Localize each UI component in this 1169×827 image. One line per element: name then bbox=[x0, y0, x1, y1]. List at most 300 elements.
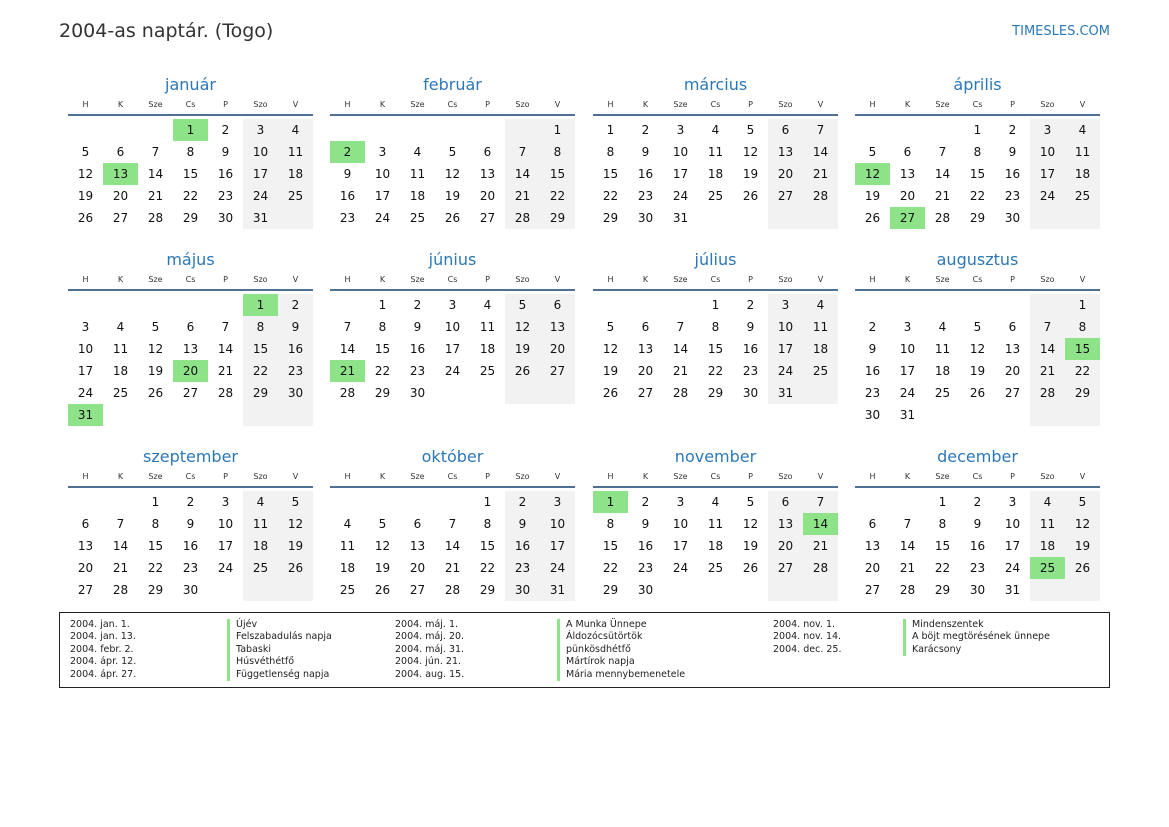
weekday-label: H bbox=[344, 100, 351, 109]
day-cell: 1 bbox=[1065, 294, 1100, 316]
empty-day-cell bbox=[733, 579, 768, 601]
day-cell: 21 bbox=[444, 561, 461, 575]
day-cell: 4 bbox=[343, 517, 352, 531]
day-cell: 28 bbox=[147, 211, 164, 225]
day-cell: 22 bbox=[707, 364, 724, 378]
day-cell: 24 bbox=[672, 561, 689, 575]
empty-day-cell bbox=[103, 294, 138, 316]
day-cell: 2 bbox=[641, 123, 650, 137]
day-cell: 27 bbox=[637, 386, 654, 400]
day-cell: 11 bbox=[243, 513, 278, 535]
day-cell: 30 bbox=[742, 386, 759, 400]
weekday-label: P bbox=[223, 275, 228, 284]
day-cell: 20 bbox=[112, 189, 129, 203]
month-name: december bbox=[937, 447, 1018, 466]
weekday-label: K bbox=[642, 100, 649, 109]
day-cell: 21 bbox=[899, 561, 916, 575]
day-cell: 9 bbox=[973, 517, 982, 531]
weekday-label: P bbox=[1010, 472, 1015, 481]
day-cell: 18 bbox=[243, 535, 278, 557]
weekday-label: H bbox=[82, 100, 89, 109]
day-cell: 23 bbox=[1004, 189, 1021, 203]
day-cell: 16 bbox=[637, 167, 654, 181]
empty-day-cell bbox=[103, 404, 138, 426]
day-cell: 23 bbox=[742, 364, 759, 378]
day-cell: 11 bbox=[409, 167, 426, 181]
holiday-day-cell: 27 bbox=[890, 207, 925, 229]
month-december bbox=[855, 446, 1100, 601]
day-cell: 29 bbox=[1065, 382, 1100, 404]
empty-day-cell bbox=[995, 294, 1030, 316]
brand-link[interactable]: TIMESLES.COM bbox=[1012, 24, 1110, 39]
holiday-date: 2004. máj. 31. bbox=[395, 643, 465, 655]
holiday-date: 2004. máj. 20. bbox=[395, 631, 465, 643]
empty-day-cell bbox=[803, 207, 838, 229]
holiday-name: A Munka Ünnepe bbox=[557, 619, 647, 631]
day-cell: 7 bbox=[938, 145, 947, 159]
day-cell: 26 bbox=[864, 211, 881, 225]
weekday-label: V bbox=[554, 100, 561, 109]
day-cell: 25 bbox=[1065, 185, 1100, 207]
day-grid bbox=[68, 491, 313, 601]
day-cell: 3 bbox=[676, 123, 685, 137]
weekday-label: P bbox=[1010, 100, 1015, 109]
day-cell: 21 bbox=[112, 561, 129, 575]
day-cell: 21 bbox=[147, 189, 164, 203]
day-cell: 11 bbox=[934, 342, 951, 356]
holiday-day-cell: 15 bbox=[1065, 338, 1100, 360]
empty-day-cell bbox=[663, 579, 698, 601]
day-cell: 8 bbox=[540, 141, 575, 163]
day-cell: 30 bbox=[637, 211, 654, 225]
day-cell: 29 bbox=[934, 583, 951, 597]
day-cell: 14 bbox=[803, 141, 838, 163]
weekday-label: V bbox=[1079, 472, 1086, 481]
month-október bbox=[330, 446, 575, 601]
empty-day-cell bbox=[278, 579, 313, 601]
weekday-label: Cs bbox=[972, 275, 983, 284]
day-cell: 22 bbox=[374, 364, 391, 378]
holiday-date: 2004. ápr. 27. bbox=[70, 668, 137, 680]
holiday-name: Karácsony bbox=[903, 644, 961, 656]
day-cell: 10 bbox=[1004, 517, 1021, 531]
empty-day-cell bbox=[278, 404, 313, 426]
holiday-name: Felszabadulás napja bbox=[227, 631, 332, 643]
day-cell: 3 bbox=[1008, 495, 1017, 509]
month-november bbox=[593, 446, 838, 601]
empty-day-cell bbox=[890, 294, 925, 316]
day-cell: 18 bbox=[479, 342, 496, 356]
day-cell: 15 bbox=[147, 539, 164, 553]
day-cell: 2 bbox=[221, 123, 230, 137]
day-cell: 2 bbox=[186, 495, 195, 509]
day-cell: 19 bbox=[864, 189, 881, 203]
day-cell: 4 bbox=[483, 298, 492, 312]
holiday-date: 2004. aug. 15. bbox=[395, 668, 465, 680]
day-cell: 9 bbox=[505, 513, 540, 535]
day-cell: 31 bbox=[243, 207, 278, 229]
weekday-label: P bbox=[748, 472, 753, 481]
day-cell: 14 bbox=[672, 342, 689, 356]
weekday-label: Cs bbox=[710, 100, 721, 109]
day-cell: 8 bbox=[606, 145, 615, 159]
weekday-label: Cs bbox=[447, 472, 458, 481]
empty-day-cell bbox=[173, 294, 208, 316]
holiday-date: 2004. dec. 25. bbox=[773, 643, 842, 655]
day-cell: 21 bbox=[803, 535, 838, 557]
day-cell: 13 bbox=[409, 539, 426, 553]
month-name: április bbox=[953, 75, 1002, 94]
weekday-label: Szo bbox=[778, 275, 793, 284]
empty-day-cell bbox=[400, 491, 435, 513]
day-cell: 26 bbox=[742, 189, 759, 203]
day-cell: 20 bbox=[637, 364, 654, 378]
day-cell: 26 bbox=[444, 211, 461, 225]
day-cell: 20 bbox=[479, 189, 496, 203]
empty-day-cell bbox=[855, 491, 890, 513]
day-cell: 10 bbox=[672, 145, 689, 159]
weekday-label: Cs bbox=[710, 275, 721, 284]
weekday-label: K bbox=[117, 275, 124, 284]
empty-day-cell bbox=[208, 294, 243, 316]
day-cell: 4 bbox=[413, 145, 422, 159]
day-cell: 26 bbox=[1065, 557, 1100, 579]
day-cell: 5 bbox=[505, 294, 540, 316]
weekday-label: Szo bbox=[515, 100, 530, 109]
empty-day-cell bbox=[698, 207, 733, 229]
day-cell: 5 bbox=[1065, 491, 1100, 513]
day-cell: 31 bbox=[1004, 583, 1021, 597]
day-cell: 17 bbox=[672, 539, 689, 553]
day-cell: 27 bbox=[112, 211, 129, 225]
day-cell: 2 bbox=[278, 294, 313, 316]
empty-day-cell bbox=[1030, 404, 1065, 426]
day-cell: 24 bbox=[374, 211, 391, 225]
day-cell: 11 bbox=[112, 342, 129, 356]
day-cell: 18 bbox=[1030, 535, 1065, 557]
day-cell: 27 bbox=[540, 360, 575, 382]
day-cell: 8 bbox=[186, 145, 195, 159]
empty-day-cell bbox=[330, 119, 365, 141]
day-cell: 17 bbox=[768, 338, 803, 360]
weekday-label: Sze bbox=[935, 100, 950, 109]
day-cell: 16 bbox=[339, 189, 356, 203]
empty-day-cell bbox=[138, 119, 173, 141]
empty-day-cell bbox=[208, 579, 243, 601]
day-cell: 27 bbox=[409, 583, 426, 597]
day-cell: 5 bbox=[378, 517, 387, 531]
holiday-day-cell: 31 bbox=[68, 404, 103, 426]
month-május bbox=[68, 249, 313, 426]
month-name: február bbox=[423, 75, 482, 94]
day-cell: 25 bbox=[803, 360, 838, 382]
day-cell: 5 bbox=[448, 145, 457, 159]
weekday-label: K bbox=[379, 275, 386, 284]
day-cell: 7 bbox=[676, 320, 685, 334]
holiday-day-cell: 14 bbox=[803, 513, 838, 535]
day-cell: 23 bbox=[637, 189, 654, 203]
day-cell: 13 bbox=[1004, 342, 1021, 356]
day-cell: 5 bbox=[278, 491, 313, 513]
weekday-label: Cs bbox=[447, 100, 458, 109]
empty-day-cell bbox=[925, 294, 960, 316]
day-cell: 6 bbox=[641, 320, 650, 334]
day-cell: 20 bbox=[768, 535, 803, 557]
day-cell: 15 bbox=[540, 163, 575, 185]
day-cell: 25 bbox=[409, 211, 426, 225]
day-cell: 12 bbox=[147, 342, 164, 356]
day-cell: 31 bbox=[540, 579, 575, 601]
day-cell: 19 bbox=[1065, 535, 1100, 557]
day-cell: 5 bbox=[746, 123, 755, 137]
day-cell: 9 bbox=[746, 320, 755, 334]
day-cell: 10 bbox=[243, 141, 278, 163]
day-cell: 8 bbox=[606, 517, 615, 531]
day-cell: 12 bbox=[77, 167, 94, 181]
empty-day-cell bbox=[663, 294, 698, 316]
holiday-day-cell: 21 bbox=[330, 360, 365, 382]
day-cell: 7 bbox=[803, 119, 838, 141]
day-cell: 3 bbox=[1030, 119, 1065, 141]
weekday-label: Szo bbox=[778, 100, 793, 109]
holiday-day-cell: 2 bbox=[330, 141, 365, 163]
day-grid bbox=[330, 294, 575, 404]
day-cell: 3 bbox=[243, 119, 278, 141]
day-cell: 23 bbox=[505, 557, 540, 579]
empty-day-cell bbox=[400, 119, 435, 141]
empty-day-cell bbox=[103, 491, 138, 513]
empty-day-cell bbox=[768, 207, 803, 229]
weekday-label: Cs bbox=[972, 100, 983, 109]
day-cell: 3 bbox=[676, 495, 685, 509]
day-cell: 14 bbox=[444, 539, 461, 553]
day-cell: 1 bbox=[151, 495, 160, 509]
day-cell: 13 bbox=[899, 167, 916, 181]
day-cell: 14 bbox=[899, 539, 916, 553]
day-cell: 17 bbox=[374, 189, 391, 203]
day-cell: 9 bbox=[1008, 145, 1017, 159]
day-cell: 1 bbox=[606, 123, 615, 137]
day-cell: 18 bbox=[409, 189, 426, 203]
day-cell: 6 bbox=[903, 145, 912, 159]
weekday-label: Sze bbox=[935, 472, 950, 481]
holiday-date: 2004. nov. 14. bbox=[773, 631, 842, 643]
day-cell: 27 bbox=[864, 583, 881, 597]
empty-day-cell bbox=[470, 119, 505, 141]
empty-day-cell bbox=[68, 294, 103, 316]
weekday-label: P bbox=[748, 100, 753, 109]
weekday-label: V bbox=[817, 472, 824, 481]
weekday-label: Cs bbox=[972, 472, 983, 481]
empty-day-cell bbox=[138, 294, 173, 316]
day-cell: 17 bbox=[1004, 539, 1021, 553]
weekday-label: P bbox=[485, 472, 490, 481]
day-cell: 12 bbox=[602, 342, 619, 356]
day-cell: 25 bbox=[934, 386, 951, 400]
day-cell: 2 bbox=[868, 320, 877, 334]
day-cell: 23 bbox=[969, 561, 986, 575]
weekday-header bbox=[330, 96, 575, 116]
weekday-label: V bbox=[292, 275, 299, 284]
day-cell: 1 bbox=[540, 119, 575, 141]
day-cell: 3 bbox=[221, 495, 230, 509]
empty-day-cell bbox=[803, 579, 838, 601]
day-cell: 6 bbox=[81, 517, 90, 531]
day-cell: 6 bbox=[768, 491, 803, 513]
day-cell: 24 bbox=[1030, 185, 1065, 207]
holiday-name: Mária mennybemenetele bbox=[557, 669, 685, 681]
day-cell: 12 bbox=[278, 513, 313, 535]
weekday-label: V bbox=[292, 100, 299, 109]
day-cell: 7 bbox=[448, 517, 457, 531]
day-cell: 8 bbox=[938, 517, 947, 531]
weekday-label: Cs bbox=[185, 100, 196, 109]
day-cell: 15 bbox=[374, 342, 391, 356]
empty-day-cell bbox=[365, 491, 400, 513]
day-cell: 8 bbox=[973, 145, 982, 159]
day-cell: 26 bbox=[147, 386, 164, 400]
weekday-header bbox=[593, 468, 838, 488]
empty-day-cell bbox=[1065, 404, 1100, 426]
day-cell: 16 bbox=[505, 535, 540, 557]
weekday-label: P bbox=[1010, 275, 1015, 284]
day-cell: 23 bbox=[182, 561, 199, 575]
weekday-label: V bbox=[817, 275, 824, 284]
day-cell: 27 bbox=[479, 211, 496, 225]
day-cell: 10 bbox=[540, 513, 575, 535]
day-cell: 15 bbox=[934, 539, 951, 553]
empty-day-cell bbox=[103, 119, 138, 141]
weekday-label: V bbox=[554, 472, 561, 481]
day-cell: 26 bbox=[602, 386, 619, 400]
day-cell: 18 bbox=[278, 163, 313, 185]
day-cell: 16 bbox=[182, 539, 199, 553]
weekday-label: K bbox=[117, 472, 124, 481]
weekday-label: H bbox=[869, 275, 876, 284]
month-február bbox=[330, 74, 575, 229]
weekday-header bbox=[855, 271, 1100, 291]
day-cell: 18 bbox=[803, 338, 838, 360]
day-cell: 12 bbox=[742, 517, 759, 531]
day-cell: 11 bbox=[707, 517, 724, 531]
day-cell: 26 bbox=[374, 583, 391, 597]
day-cell: 29 bbox=[243, 382, 278, 404]
holiday-name: A böjt megtörésének ünnepe bbox=[903, 631, 1050, 643]
day-cell: 5 bbox=[868, 145, 877, 159]
day-cell: 28 bbox=[672, 386, 689, 400]
day-cell: 21 bbox=[1030, 360, 1065, 382]
day-cell: 28 bbox=[803, 185, 838, 207]
weekday-label: K bbox=[904, 100, 911, 109]
day-cell: 4 bbox=[803, 294, 838, 316]
empty-day-cell bbox=[505, 119, 540, 141]
day-cell: 16 bbox=[637, 539, 654, 553]
month-name: augusztus bbox=[936, 250, 1019, 269]
day-cell: 3 bbox=[81, 320, 90, 334]
day-cell: 24 bbox=[444, 364, 461, 378]
day-cell: 21 bbox=[505, 185, 540, 207]
holiday-date: 2004. máj. 1. bbox=[395, 619, 459, 630]
day-cell: 13 bbox=[77, 539, 94, 553]
weekday-label: Szo bbox=[1040, 275, 1055, 284]
day-cell: 26 bbox=[505, 360, 540, 382]
day-cell: 20 bbox=[409, 561, 426, 575]
day-cell: 13 bbox=[182, 342, 199, 356]
day-cell: 30 bbox=[182, 583, 199, 597]
weekday-label: Szo bbox=[515, 275, 530, 284]
weekday-label: Sze bbox=[148, 275, 163, 284]
day-cell: 3 bbox=[378, 145, 387, 159]
empty-day-cell bbox=[243, 404, 278, 426]
day-cell: 19 bbox=[147, 364, 164, 378]
day-cell: 20 bbox=[768, 163, 803, 185]
weekday-label: V bbox=[1079, 275, 1086, 284]
day-cell: 29 bbox=[374, 386, 391, 400]
day-cell: 2 bbox=[505, 491, 540, 513]
day-cell: 24 bbox=[243, 185, 278, 207]
month-name: szeptember bbox=[142, 447, 238, 466]
day-cell: 19 bbox=[278, 535, 313, 557]
weekday-label: H bbox=[344, 275, 351, 284]
day-cell: 13 bbox=[864, 539, 881, 553]
day-cell: 13 bbox=[768, 513, 803, 535]
holiday-day-cell: 20 bbox=[173, 360, 208, 382]
weekday-label: Szo bbox=[778, 472, 793, 481]
day-cell: 9 bbox=[221, 145, 230, 159]
day-cell: 19 bbox=[505, 338, 540, 360]
day-cell: 27 bbox=[182, 386, 199, 400]
day-cell: 19 bbox=[602, 364, 619, 378]
holiday-date: 2004. jan. 13. bbox=[70, 631, 136, 643]
day-cell: 21 bbox=[672, 364, 689, 378]
day-cell: 19 bbox=[742, 539, 759, 553]
day-cell: 24 bbox=[672, 189, 689, 203]
day-cell: 22 bbox=[540, 185, 575, 207]
weekday-label: K bbox=[379, 100, 386, 109]
day-cell: 17 bbox=[444, 342, 461, 356]
day-cell: 27 bbox=[77, 583, 94, 597]
day-cell: 14 bbox=[339, 342, 356, 356]
day-cell: 11 bbox=[339, 539, 356, 553]
day-cell: 13 bbox=[637, 342, 654, 356]
weekday-label: P bbox=[485, 100, 490, 109]
weekday-label: K bbox=[904, 275, 911, 284]
empty-day-cell bbox=[925, 119, 960, 141]
weekday-label: P bbox=[485, 275, 490, 284]
empty-day-cell bbox=[628, 294, 663, 316]
day-cell: 3 bbox=[903, 320, 912, 334]
day-cell: 6 bbox=[413, 517, 422, 531]
day-cell: 6 bbox=[540, 294, 575, 316]
day-cell: 1 bbox=[378, 298, 387, 312]
day-cell: 30 bbox=[637, 583, 654, 597]
weekday-label: Szo bbox=[253, 100, 268, 109]
day-cell: 15 bbox=[707, 342, 724, 356]
weekday-label: V bbox=[817, 100, 824, 109]
weekday-label: P bbox=[223, 100, 228, 109]
day-grid bbox=[330, 119, 575, 229]
weekday-label: Szo bbox=[253, 275, 268, 284]
month-name: január bbox=[165, 75, 216, 94]
day-cell: 20 bbox=[899, 189, 916, 203]
day-cell: 5 bbox=[81, 145, 90, 159]
holiday-date: 2004. febr. 2. bbox=[70, 643, 134, 655]
day-cell: 9 bbox=[868, 342, 877, 356]
weekday-label: H bbox=[869, 100, 876, 109]
day-cell: 24 bbox=[768, 360, 803, 382]
day-cell: 22 bbox=[479, 561, 496, 575]
weekday-label: K bbox=[117, 100, 124, 109]
